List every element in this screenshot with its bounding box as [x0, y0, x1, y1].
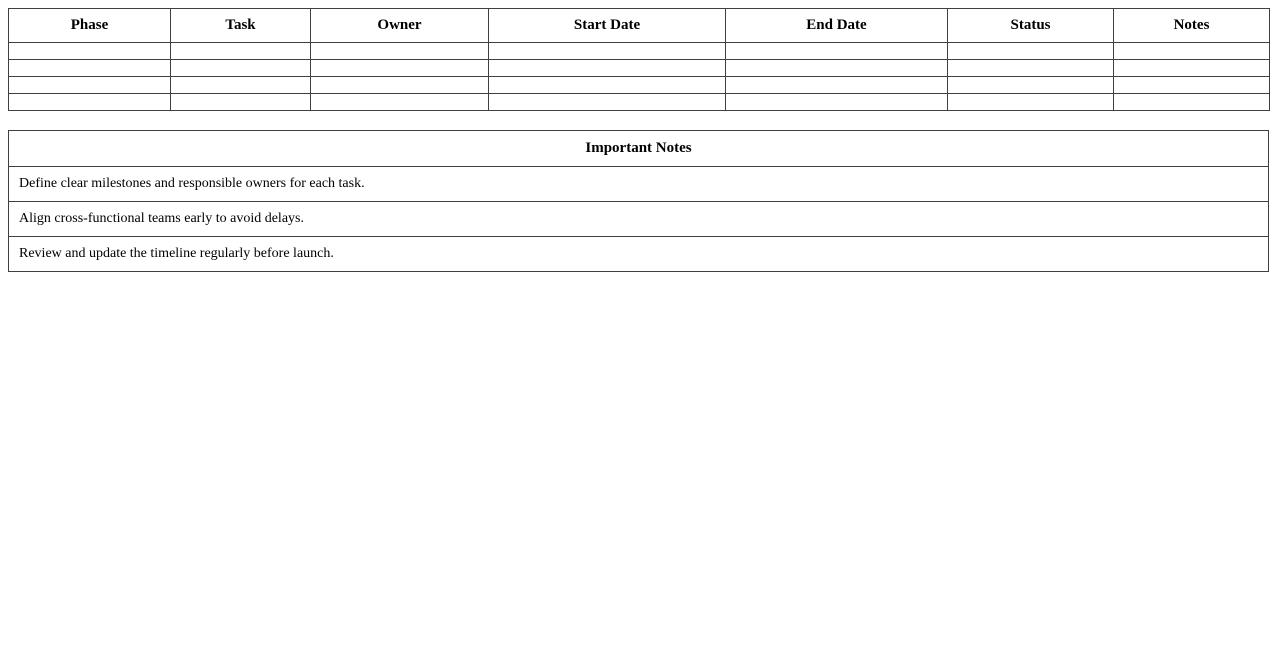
- schedule-empty-row: [9, 77, 1270, 94]
- empty-cell: [489, 94, 726, 111]
- column-header-notes: Notes: [1114, 9, 1270, 43]
- empty-cell: [9, 94, 171, 111]
- note-row: [9, 167, 1269, 202]
- empty-cell: [948, 94, 1114, 111]
- schedule-header-row: [9, 9, 1270, 43]
- empty-cell: [726, 77, 948, 94]
- empty-cell: [9, 60, 171, 77]
- empty-cell: [9, 77, 171, 94]
- empty-cell: [9, 43, 171, 60]
- empty-cell: [311, 60, 489, 77]
- empty-cell: [171, 94, 311, 111]
- empty-cell: [171, 60, 311, 77]
- empty-cell: [311, 77, 489, 94]
- note-row: [9, 237, 1269, 272]
- column-header-start-date: Start Date: [489, 9, 726, 43]
- schedule-empty-row: [9, 43, 1270, 60]
- empty-cell: [1114, 60, 1270, 77]
- empty-cell: [1114, 77, 1270, 94]
- empty-cell: [489, 77, 726, 94]
- empty-cell: [1114, 43, 1270, 60]
- important-notes-table: [8, 130, 1269, 272]
- empty-cell: [171, 43, 311, 60]
- column-header-task: Task: [171, 9, 311, 43]
- empty-cell: [948, 43, 1114, 60]
- column-header-owner: Owner: [311, 9, 489, 43]
- empty-cell: [948, 77, 1114, 94]
- notes-title: Important Notes: [9, 131, 1269, 167]
- empty-cell: [489, 43, 726, 60]
- empty-cell: [311, 94, 489, 111]
- note-text: Define clear milestones and responsible owners for each task.: [9, 167, 1269, 202]
- notes-header-row: [9, 131, 1269, 167]
- empty-cell: [311, 43, 489, 60]
- note-text: Align cross-functional teams early to avoid delays.: [9, 202, 1269, 237]
- empty-cell: [171, 77, 311, 94]
- empty-cell: [726, 94, 948, 111]
- note-text: Review and update the timeline regularly before launch.: [9, 237, 1269, 272]
- column-header-status: Status: [948, 9, 1114, 43]
- empty-cell: [489, 60, 726, 77]
- empty-cell: [726, 43, 948, 60]
- project-schedule-table: [8, 8, 1270, 111]
- column-header-end-date: End Date: [726, 9, 948, 43]
- empty-cell: [1114, 94, 1270, 111]
- empty-cell: [726, 60, 948, 77]
- empty-cell: [948, 60, 1114, 77]
- note-row: [9, 202, 1269, 237]
- schedule-empty-row: [9, 94, 1270, 111]
- column-header-phase: Phase: [9, 9, 171, 43]
- schedule-empty-row: [9, 60, 1270, 77]
